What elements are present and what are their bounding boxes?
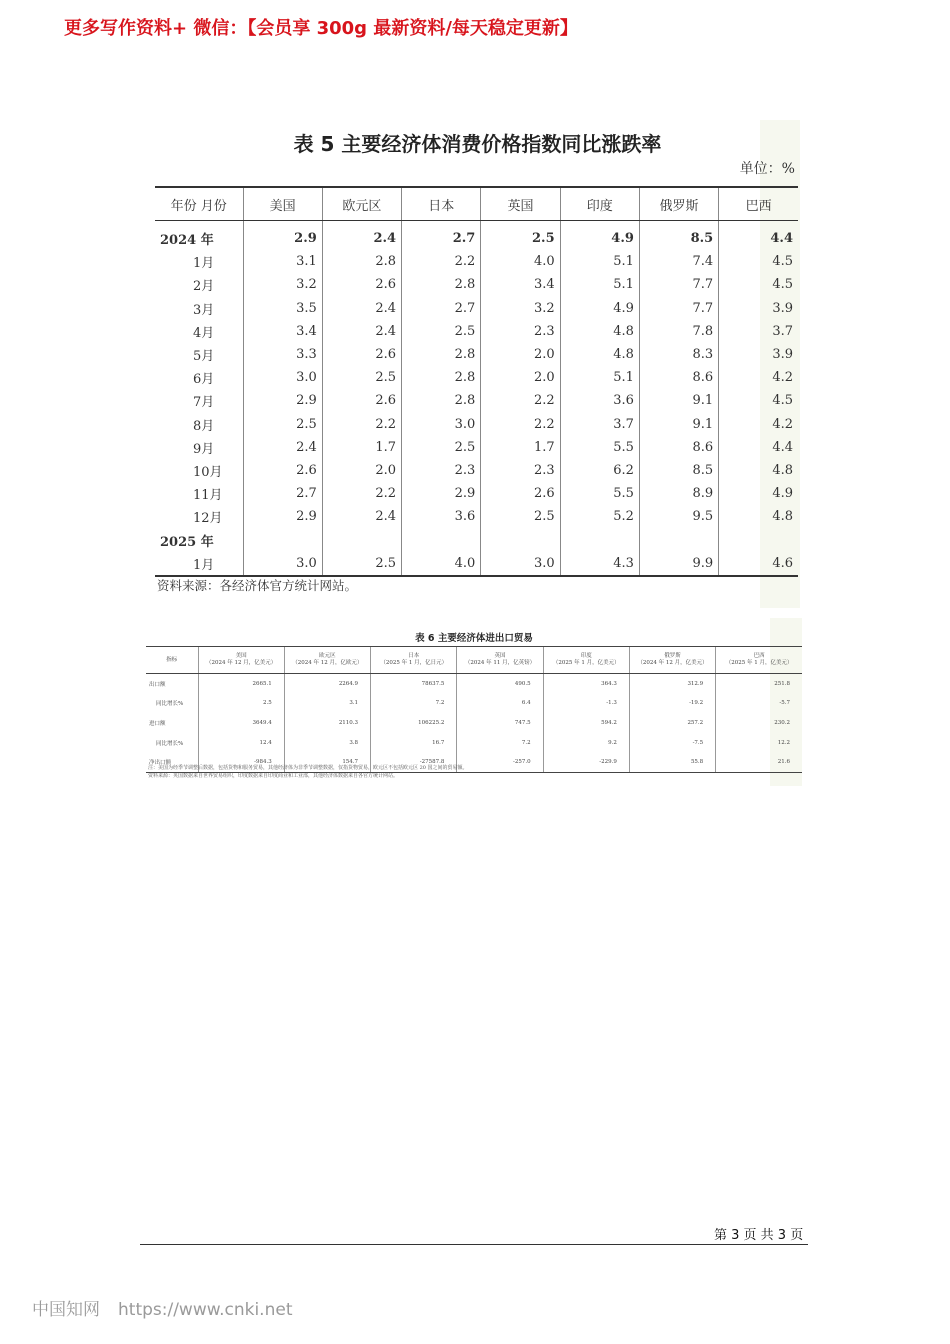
- table-row: [146, 674, 802, 694]
- row-month: 3月: [193, 302, 215, 318]
- table-cell: 8.9: [639, 482, 718, 505]
- table-row: [155, 505, 798, 528]
- table-cell: 3.7: [560, 413, 639, 436]
- table-cell: 7.8: [639, 320, 718, 343]
- table5-source: 资料来源：各经济体官方统计网站。: [157, 578, 358, 593]
- table-cell: 2.3: [481, 320, 560, 343]
- table-cell: 2.4: [322, 221, 401, 251]
- row-label: 同比增长%: [156, 740, 184, 747]
- header-economy: [198, 647, 284, 674]
- table-cell: 2.8: [402, 389, 481, 412]
- table-row: [155, 413, 798, 436]
- table-cell: 2.2: [322, 482, 401, 505]
- header-economy: 欧元区: [322, 187, 401, 221]
- table-cell: 2.4: [322, 297, 401, 320]
- table-cell: 9.5: [639, 505, 718, 528]
- table-cell: 8.6: [639, 366, 718, 389]
- table-cell: 106225.2: [371, 713, 457, 733]
- table-cell: 2.6: [322, 273, 401, 296]
- header-period: （2024 年 11 月，亿英镑）: [464, 660, 536, 666]
- cpi-table: [155, 186, 798, 577]
- table-cell: 2.5: [481, 505, 560, 528]
- table-cell: 4.9: [719, 482, 798, 505]
- table-cell: -984.3: [198, 752, 284, 772]
- table-row: [155, 366, 798, 389]
- table-cell: 4.0: [481, 250, 560, 273]
- table-cell: 2.7: [402, 221, 481, 251]
- table-cell: 230.2: [716, 713, 802, 733]
- site-name: 中国知网: [32, 1300, 100, 1320]
- table-row: [155, 528, 798, 551]
- table5-unit: 单位：%: [739, 161, 795, 177]
- table-cell: 2.6: [322, 343, 401, 366]
- table-cell: 2.6: [322, 389, 401, 412]
- header-name: 美国: [235, 653, 247, 659]
- table-cell: 4.5: [719, 273, 798, 296]
- table-cell: 2.9: [243, 389, 322, 412]
- table-cell: 5.1: [560, 250, 639, 273]
- table-cell: 2.8: [322, 250, 401, 273]
- table-row: [155, 343, 798, 366]
- header-name: 日本: [408, 653, 420, 659]
- table-row: [155, 482, 798, 505]
- header-economy: [716, 647, 802, 674]
- table-cell: [402, 528, 481, 551]
- row-month: 9月: [193, 441, 215, 457]
- table6-title: 表 6 主要经济体进出口贸易: [415, 633, 533, 644]
- table-cell: 2.5: [322, 552, 401, 576]
- table-row: [155, 436, 798, 459]
- header-name: 英国: [494, 653, 506, 659]
- table-cell: -1.3: [543, 694, 629, 714]
- table-cell: 747.5: [457, 713, 543, 733]
- header-name: 欧元区: [319, 653, 336, 659]
- table-cell: 6.2: [560, 459, 639, 482]
- header-economy: 俄罗斯: [639, 187, 718, 221]
- table-cell: [719, 528, 798, 551]
- row-month: 1月: [155, 552, 243, 576]
- table-cell: 2.4: [322, 505, 401, 528]
- table-cell: 2.7: [243, 482, 322, 505]
- table6-source: 资料来源：英国数据来自世界贸易组织，印度数据来自印度商业和工业部，其他经济体数据来自各官方统计网站。: [148, 773, 399, 779]
- row-month: 10月: [193, 464, 223, 480]
- table-row: [146, 694, 802, 714]
- table-cell: 364.3: [543, 674, 629, 694]
- table-cell: 7.7: [639, 297, 718, 320]
- row-label: 出口额: [149, 681, 166, 688]
- table-cell: 2.6: [243, 459, 322, 482]
- table-cell: 3.0: [402, 413, 481, 436]
- table-cell: 2.5: [402, 436, 481, 459]
- table-cell: 4.0: [402, 552, 481, 576]
- table-cell: 16.7: [371, 733, 457, 753]
- table-cell: 3.7: [719, 320, 798, 343]
- table-cell: 4.8: [560, 320, 639, 343]
- table-cell: 4.6: [719, 552, 798, 576]
- table-cell: 8.5: [639, 459, 718, 482]
- table-cell: 594.2: [543, 713, 629, 733]
- row-month: 8月: [193, 418, 215, 434]
- table-cell: 4.2: [719, 413, 798, 436]
- table-cell: 4.5: [719, 250, 798, 273]
- table-row: [155, 273, 798, 296]
- table-row: [155, 459, 798, 482]
- table-cell: [243, 528, 322, 551]
- row-label: 净出口额: [146, 752, 198, 772]
- table-row: [155, 552, 798, 576]
- table-cell: 4.4: [719, 436, 798, 459]
- row-label: 同比增长%: [156, 701, 184, 708]
- row-year: 2025 年: [160, 534, 214, 550]
- table-cell: 7.4: [639, 250, 718, 273]
- table-cell: 4.8: [560, 343, 639, 366]
- table-cell: 2264.9: [284, 674, 370, 694]
- table-cell: 3.4: [481, 273, 560, 296]
- table-cell: 4.9: [560, 297, 639, 320]
- table-cell: 2.9: [402, 482, 481, 505]
- promo-banner: 更多写作资料+ 微信：【会员享 300g 最新资料/每天稳定更新】: [64, 18, 578, 39]
- table-cell: 3.5: [243, 297, 322, 320]
- table-cell: 2.6: [481, 482, 560, 505]
- table-cell: 4.5: [719, 389, 798, 412]
- header-economy: [457, 647, 543, 674]
- table-cell: 5.5: [560, 436, 639, 459]
- table-cell: 12.2: [716, 733, 802, 753]
- table-cell: 3.0: [243, 552, 322, 576]
- row-month: 2月: [193, 279, 215, 295]
- table-cell: -19.2: [629, 694, 715, 714]
- table-cell: 3.2: [481, 297, 560, 320]
- row-month: 4月: [193, 325, 215, 341]
- table-cell: 6.4: [457, 694, 543, 714]
- table-cell: 2.8: [402, 343, 481, 366]
- table-cell: 2.2: [481, 413, 560, 436]
- table-cell: 9.2: [543, 733, 629, 753]
- table-cell: 3.0: [243, 366, 322, 389]
- header-economy: [371, 647, 457, 674]
- header-name: 俄罗斯: [664, 653, 681, 659]
- header-period: （2025 年 1 月，亿日元）: [380, 660, 448, 666]
- table-cell: 2.5: [402, 320, 481, 343]
- table-cell: 2110.3: [284, 713, 370, 733]
- row-month: 1月: [193, 256, 215, 272]
- row-month: 12月: [193, 511, 223, 527]
- table-cell: 8.3: [639, 343, 718, 366]
- header-period: 年份 月份: [155, 187, 243, 221]
- table-cell: 8.5: [639, 221, 718, 251]
- table-cell: 3.2: [243, 273, 322, 296]
- table-cell: -229.9: [543, 752, 629, 772]
- header-economy: 英国: [481, 187, 560, 221]
- row-month: 6月: [193, 372, 215, 388]
- table-cell: 154.7: [284, 752, 370, 772]
- header-economy: 日本: [402, 187, 481, 221]
- table-cell: 55.8: [629, 752, 715, 772]
- table-row: [146, 733, 802, 753]
- table-cell: [639, 528, 718, 551]
- table-cell: 5.5: [560, 482, 639, 505]
- header-period: （2024 年 12 月，亿欧元）: [292, 660, 363, 666]
- table-cell: 251.8: [716, 674, 802, 694]
- trade-table: [146, 646, 802, 773]
- table-cell: 78637.5: [371, 674, 457, 694]
- table-cell: 2.8: [402, 366, 481, 389]
- header-name: 巴西: [753, 653, 765, 659]
- table-cell: 2.2: [402, 250, 481, 273]
- header-period: （2025 年 1 月，亿美元）: [552, 660, 620, 666]
- header-economy: 印度: [560, 187, 639, 221]
- page-number: 第 3 页 共 3 页: [714, 1228, 804, 1243]
- table-cell: 1.7: [481, 436, 560, 459]
- table-row: [155, 297, 798, 320]
- table-cell: 3.1: [284, 694, 370, 714]
- table-cell: 2.2: [322, 413, 401, 436]
- table-cell: 7.2: [371, 694, 457, 714]
- table-cell: 3.1: [243, 250, 322, 273]
- table-cell: 2.8: [402, 273, 481, 296]
- header-economy: 巴西: [719, 187, 798, 221]
- table-cell: 2.0: [481, 366, 560, 389]
- table-cell: 2.3: [402, 459, 481, 482]
- table-cell: -257.0: [457, 752, 543, 772]
- table-cell: 2.9: [243, 505, 322, 528]
- table-cell: 3.3: [243, 343, 322, 366]
- table-row: [146, 713, 802, 733]
- table-cell: 3.9: [719, 297, 798, 320]
- row-year: 2024 年: [160, 233, 214, 249]
- table-cell: 9.9: [639, 552, 718, 576]
- table-cell: -5.7: [716, 694, 802, 714]
- table-cell: 12.4: [198, 733, 284, 753]
- table-cell: 2.4: [322, 320, 401, 343]
- table-cell: 3.9: [719, 343, 798, 366]
- table-cell: 4.8: [719, 459, 798, 482]
- table-cell: 7.7: [639, 273, 718, 296]
- table-cell: 2.5: [481, 221, 560, 251]
- table-cell: 1.7: [322, 436, 401, 459]
- row-month: 11月: [193, 488, 223, 504]
- table-cell: 490.5: [457, 674, 543, 694]
- table-cell: 4.8: [719, 505, 798, 528]
- table-cell: 21.6: [716, 752, 802, 772]
- row-label: 进口额: [149, 720, 166, 727]
- header-name: 印度: [580, 653, 592, 659]
- table-cell: -7.5: [629, 733, 715, 753]
- table-cell: 2.0: [322, 459, 401, 482]
- cnki-watermark: [32, 1295, 292, 1320]
- table-cell: 4.2: [719, 366, 798, 389]
- table-cell: 2.0: [481, 343, 560, 366]
- table-cell: 9.1: [639, 413, 718, 436]
- table-cell: [560, 528, 639, 551]
- table-cell: 4.9: [560, 221, 639, 251]
- table-cell: 3.4: [243, 320, 322, 343]
- table-cell: 9.1: [639, 389, 718, 412]
- table5-title: 表 5 主要经济体消费价格指数同比涨跌率: [293, 132, 662, 156]
- header-period: （2025 年 1 月，亿美元）: [725, 660, 793, 666]
- table-cell: 5.2: [560, 505, 639, 528]
- table-cell: 2.5: [198, 694, 284, 714]
- header-name: 指标: [166, 656, 178, 663]
- row-month: 5月: [193, 349, 215, 365]
- table-row: [155, 389, 798, 412]
- table-row: [155, 250, 798, 273]
- header-period: （2024 年 12 月，亿美元）: [206, 660, 277, 666]
- table-cell: 3649.4: [198, 713, 284, 733]
- header-economy: [543, 647, 629, 674]
- footer-divider: [140, 1244, 808, 1245]
- table-row: [155, 320, 798, 343]
- table-cell: 3.6: [560, 389, 639, 412]
- table-cell: [322, 528, 401, 551]
- row-month: 7月: [193, 395, 215, 411]
- header-period: （2024 年 12 月，亿美元）: [637, 660, 708, 666]
- header-economy: [629, 647, 715, 674]
- header-economy: [284, 647, 370, 674]
- table-cell: 2.2: [481, 389, 560, 412]
- site-url: https://www.cnki.net: [118, 1300, 293, 1320]
- table-cell: -27587.8: [371, 752, 457, 772]
- table-cell: 2.5: [243, 413, 322, 436]
- table-cell: 7.2: [457, 733, 543, 753]
- table-row: [155, 221, 798, 251]
- table-cell: 4.4: [719, 221, 798, 251]
- table-cell: 5.1: [560, 366, 639, 389]
- table-cell: 2.3: [481, 459, 560, 482]
- table-cell: 3.6: [402, 505, 481, 528]
- table-cell: 2.7: [402, 297, 481, 320]
- table-cell: 8.6: [639, 436, 718, 459]
- table-cell: 3.8: [284, 733, 370, 753]
- table-cell: 3.0: [481, 552, 560, 576]
- header-economy: 美国: [243, 187, 322, 221]
- table-cell: 257.2: [629, 713, 715, 733]
- table-cell: 2.9: [243, 221, 322, 251]
- table-cell: 5.1: [560, 273, 639, 296]
- table-cell: 2.5: [322, 366, 401, 389]
- table-cell: 2.4: [243, 436, 322, 459]
- table-cell: 312.9: [629, 674, 715, 694]
- table-cell: 2665.1: [198, 674, 284, 694]
- table-cell: 4.3: [560, 552, 639, 576]
- table6-note: 注：美国为经季节调整后数据，包括货物和服务贸易，其他经济体为非季节调整数据，仅指货物贸易，欧元区不包括欧元区 20 国之间的贸易额。: [148, 765, 468, 771]
- header-indicator: [146, 647, 198, 674]
- table-cell: [481, 528, 560, 551]
